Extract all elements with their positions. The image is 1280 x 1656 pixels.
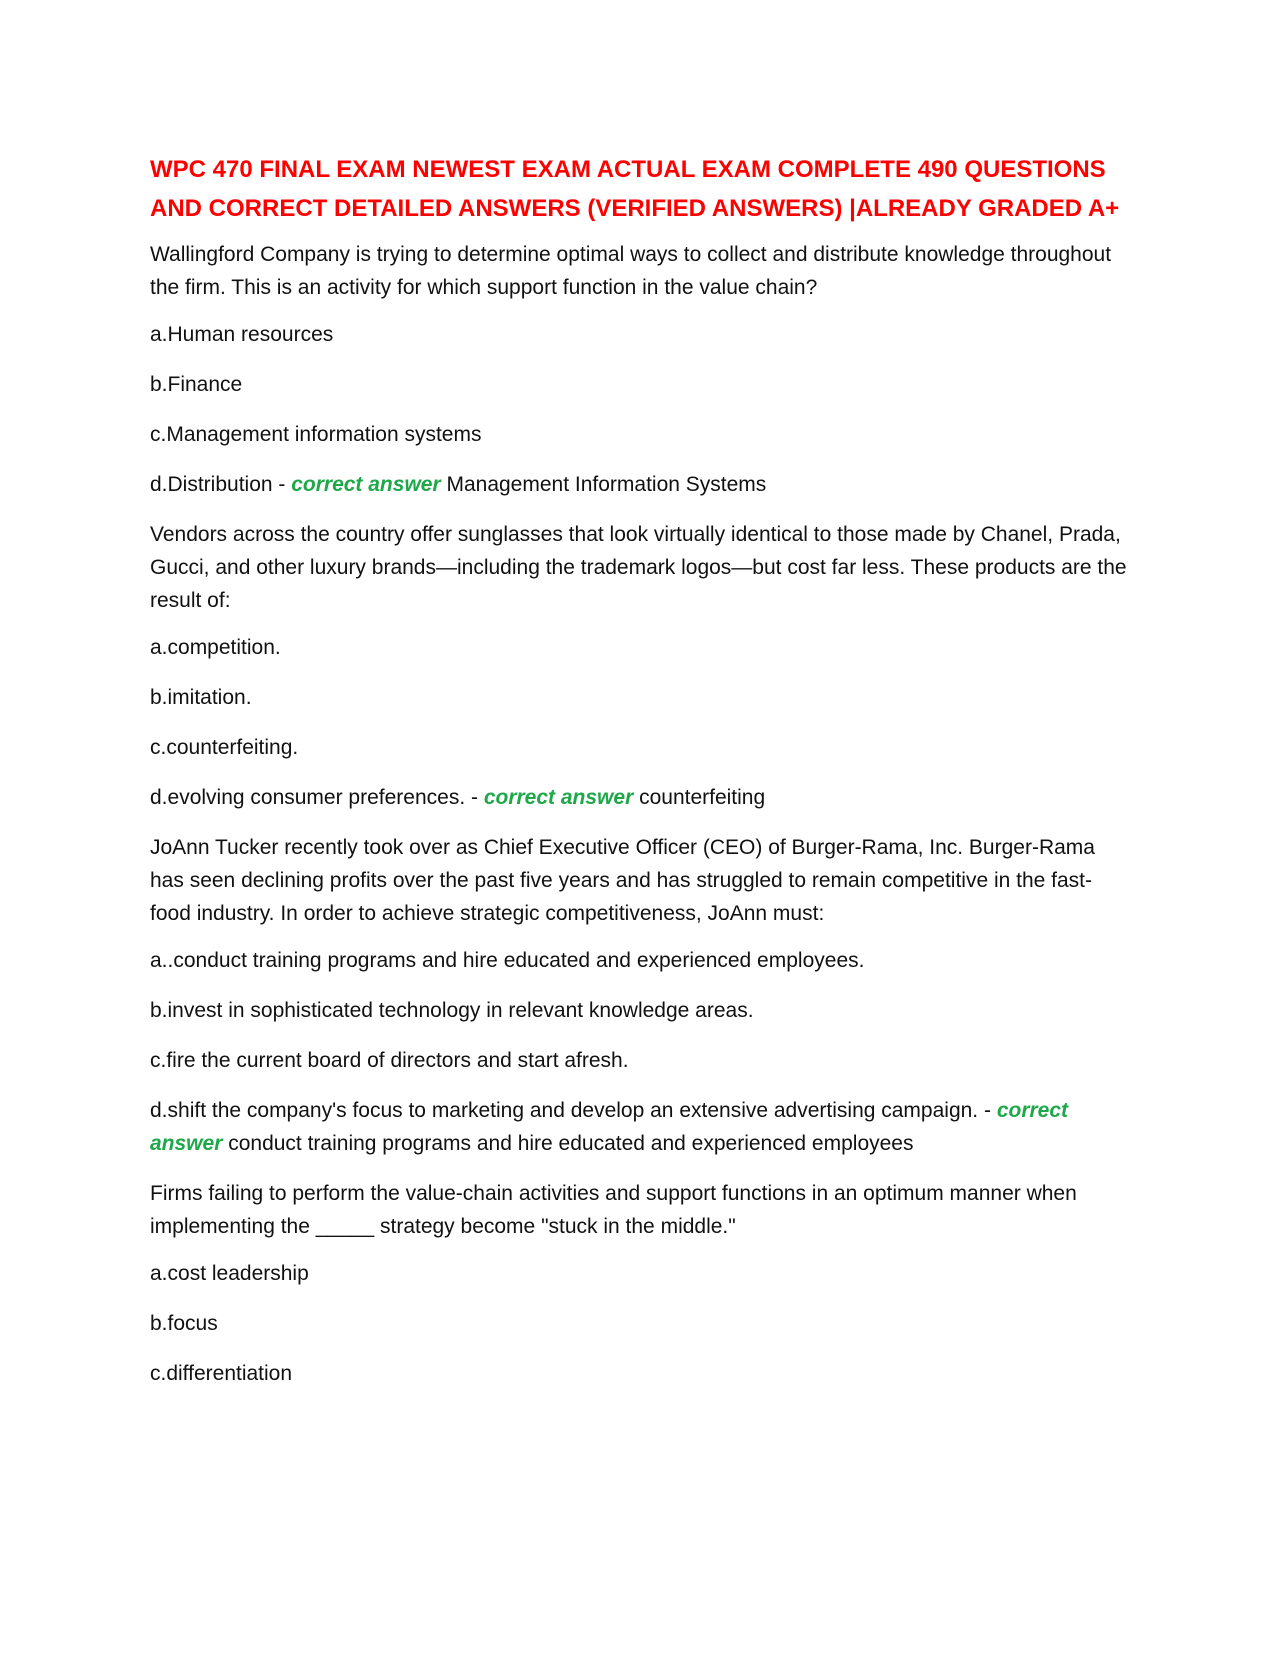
option-d-with-answer [150, 781, 1130, 814]
question-block-1 [150, 238, 1130, 501]
option-a: a.competition. [150, 636, 281, 659]
question-text: Firms failing to perform the value-chain activities and support functions in an optimum manner when implementing the _____ strategy become "stuck in the middle." [150, 1182, 1077, 1238]
answer-text: Management Information Systems [440, 473, 767, 496]
option-c: c.differentiation [150, 1362, 293, 1385]
document-page [150, 150, 1130, 1407]
question-block-3 [150, 831, 1130, 1160]
correct-answer-label: correct answer [150, 1099, 1069, 1155]
option-c: c.fire the current board of directors and start afresh. [150, 1049, 629, 1072]
answer-text: counterfeiting [633, 786, 766, 809]
option-b: b.invest in sophisticated technology in relevant knowledge areas. [150, 999, 754, 1022]
option-d: d.Distribution - [150, 473, 292, 496]
document-title: WPC 470 FINAL EXAM NEWEST EXAM ACTUAL EXAM COMPLETE 490 QUESTIONS AND CORRECT DETAILED ANSWERS (VERIFIED ANSWERS) |ALREADY GRADED A+ [150, 156, 1120, 222]
option-c: c.counterfeiting. [150, 736, 299, 759]
option-d: d.shift the company's focus to marketing and develop an extensive advertising campaign. - [150, 1099, 997, 1122]
question-text: JoAnn Tucker recently took over as Chief Executive Officer (CEO) of Burger-Rama, Inc. Burger-Rama has seen declining profits over the past five years and has struggled to remain competitive in the fast-food industry. In order to achieve strategic competitiveness, JoAnn must: [150, 836, 1095, 925]
option-a: a.Human resources [150, 323, 334, 346]
correct-answer-label: correct answer [483, 786, 634, 809]
option-b: b.Finance [150, 373, 243, 396]
option-d-with-answer [150, 1094, 1130, 1160]
question-text: Wallingford Company is trying to determine optimal ways to collect and distribute knowledge throughout the firm. This is an activity for which support function in the value chain? [150, 243, 1112, 299]
question-block-4 [150, 1177, 1130, 1390]
question-block-2 [150, 518, 1130, 814]
option-d: d.evolving consumer preferences. - [150, 786, 484, 809]
correct-answer-label: correct answer [291, 473, 441, 496]
option-b: b.focus [150, 1312, 218, 1335]
option-d-with-answer [150, 468, 1130, 501]
option-b: b.imitation. [150, 686, 252, 709]
answer-text: conduct training programs and hire educated and experienced employees [222, 1132, 914, 1155]
option-a: a.cost leadership [150, 1262, 309, 1285]
option-a: a..conduct training programs and hire educated and experienced employees. [150, 949, 865, 972]
option-c: c.Management information systems [150, 423, 482, 446]
question-text: Vendors across the country offer sunglasses that look virtually identical to those made by Chanel, Prada, Gucci, and other luxury brands—including the trademark logos—but cost far less. These products are the result of: [150, 523, 1127, 612]
